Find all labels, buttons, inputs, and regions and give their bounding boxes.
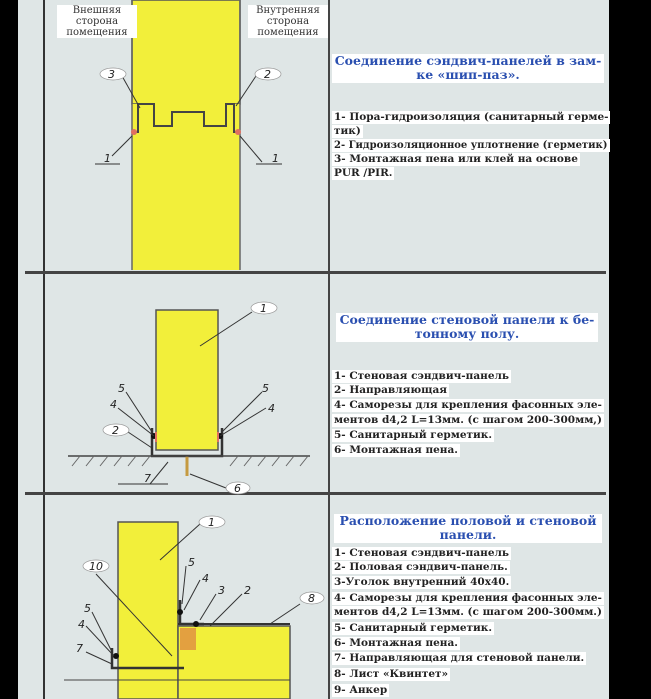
section1-drawing	[95, 0, 282, 270]
s3-item-9: 9- Анкер	[334, 684, 388, 696]
s2-callout-5-left: 5	[118, 382, 125, 395]
s2-item-6: 6- Монтажная пена.	[334, 444, 458, 456]
s2-item-4a: 4- Саморезы для крепления фасонных эле-	[334, 399, 602, 411]
sealant-dot-outer	[131, 129, 137, 135]
s3-item-3: 3-Уголок внутренний 40х40.	[334, 576, 510, 588]
s1-item-1b: тик)	[334, 125, 361, 137]
s1-item-2: 2- Гидроизоляционное уплотнение (герметик)	[334, 140, 608, 151]
s2-callout-2: 2	[112, 424, 119, 437]
inside-room-label: Внутренняя сторона помещения	[248, 5, 328, 38]
s2-callout-4-left: 4	[110, 398, 117, 411]
callout-2: 2	[264, 68, 271, 81]
s3-item-1: 1- Стеновая сэндвич-панель	[334, 547, 510, 559]
s2-callout-4-right: 4	[268, 402, 275, 415]
s3-item-5: 5- Санитарный герметик.	[334, 622, 493, 634]
s3-item-8: 8- Лист «Квинтет»	[334, 668, 449, 680]
callout-1-outer: 1	[104, 152, 111, 165]
s1-item-3b: PUR /PIR.	[334, 167, 393, 179]
s2-callout-5-right: 5	[262, 382, 269, 395]
sandwich-panel-lower	[132, 104, 240, 270]
s3-item-4b: ментов d4,2 L=13мм. (с шагом 200-300мм.)	[334, 606, 602, 618]
sealant-dot-inner	[235, 129, 241, 135]
s3-callout-3: 3	[218, 584, 225, 597]
section3-title: Расположение половой и стеновой панели.	[334, 514, 602, 543]
s3-callout-4-top: 4	[202, 572, 209, 585]
s3-callout-5-top: 5	[188, 556, 195, 569]
s2-callout-1: 1	[260, 302, 267, 315]
s3-callout-1: 1	[208, 516, 215, 529]
s3-item-2: 2- Половая сэндвич-панель.	[334, 561, 508, 573]
s2-item-4b: ментов d4,2 L=13мм. (с шагом 200-300мм,)	[334, 414, 602, 426]
s3-callout-8: 8	[308, 592, 315, 605]
section2-drawing	[68, 302, 310, 495]
s2-callout-6: 6	[234, 482, 241, 495]
s1-item-1a: 1- Пора-гидроизоляция (санитарный герме-	[334, 111, 609, 123]
section1-title: Соединение сэндвич-панелей в зам- ке «шип-паз».	[332, 54, 604, 83]
s3-callout-4-left: 4	[78, 618, 85, 631]
s2-item-2: 2- Направляющая	[334, 384, 448, 396]
outside-room-label: Внешняя сторона помещения	[57, 5, 137, 38]
callout-1-inner: 1	[272, 152, 279, 165]
s3-item-6: 6- Монтажная пена.	[334, 637, 458, 649]
section3-drawing	[64, 516, 324, 699]
s3-callout-10: 10	[89, 560, 103, 573]
s3-item-4a: 4- Саморезы для крепления фасонных эле-	[334, 592, 602, 604]
s2-callout-7: 7	[144, 472, 151, 485]
s3-callout-2: 2	[244, 584, 251, 597]
s3-item-7: 7- Направляющая для стеновой панели.	[334, 652, 585, 664]
s3-callout-7: 7	[76, 642, 83, 655]
s3-wall-panel	[118, 522, 178, 699]
section2-title: Соединение стеновой панели к бе- тонному полу.	[336, 313, 598, 342]
s2-item-1: 1- Стеновая сэндвич-панель	[334, 370, 510, 382]
callout-3: 3	[108, 68, 115, 81]
s2-item-5: 5- Санитарный герметик.	[334, 429, 493, 441]
inner-corner-40x40	[180, 600, 204, 624]
wall-sandwich-panel	[156, 310, 218, 450]
s3-callout-5-left: 5	[84, 602, 91, 615]
s1-item-3a: 3- Монтажная пена или клей на основе	[334, 153, 578, 165]
